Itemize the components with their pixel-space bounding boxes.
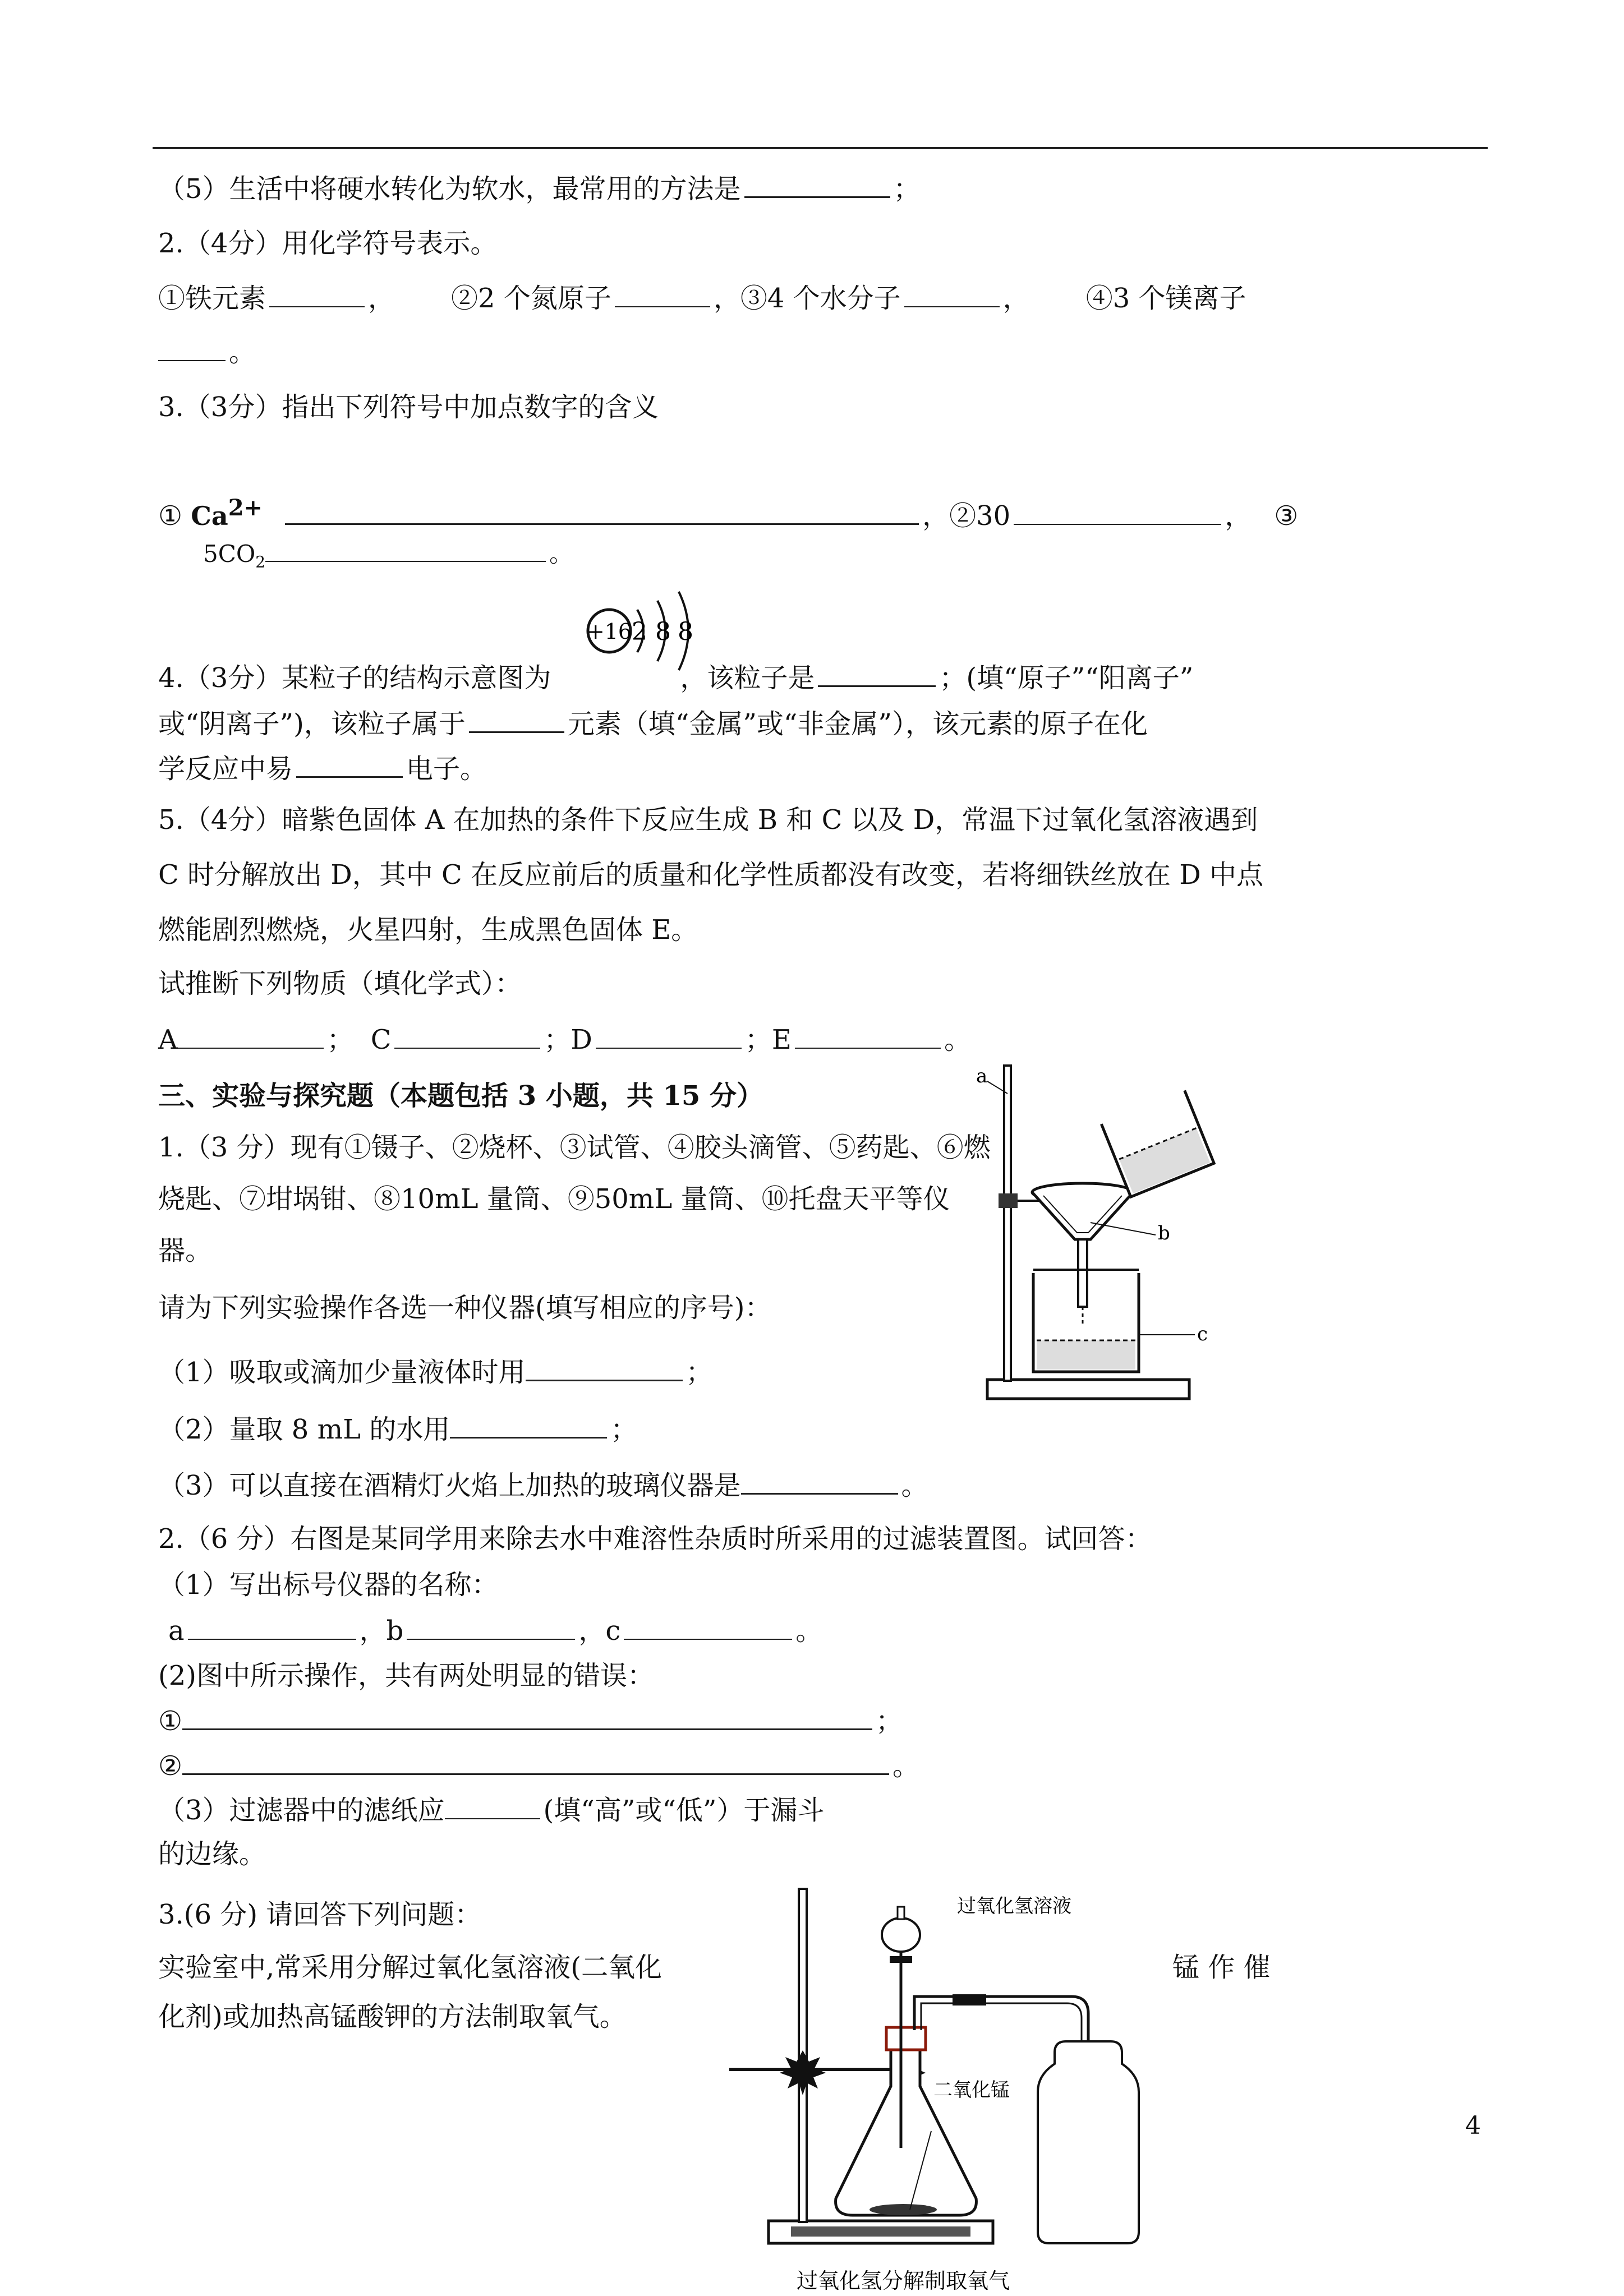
q3-ca-charge: 2+: [228, 495, 263, 521]
q5-line3: 燃能剧烈燃烧，火星四射，生成黑色固体 E。: [158, 914, 698, 946]
q3-co2-symbol: 5CO: [203, 540, 256, 568]
e2-sub3-text2: (填“高”或“低”）于漏斗: [543, 1795, 825, 1826]
separatory-funnel-bulb: [882, 1918, 920, 1952]
label-manganese-dioxide: 二氧化锰: [933, 2079, 1010, 2101]
q5-line4: 试推断下列物质（填化学式）：: [158, 968, 522, 999]
e2-blank-b[interactable]: [407, 1611, 575, 1640]
q3-sep2: ，: [1225, 500, 1252, 532]
e2-blank-a[interactable]: [188, 1611, 356, 1640]
q3-mark3: ③: [1274, 500, 1299, 532]
e2-label-c: ，c: [578, 1615, 621, 1647]
header-rule: [153, 147, 1488, 149]
q3-title: 3.（3分）指出下列符号中加点数字的含义: [158, 391, 659, 423]
e2-abc-line: [168, 1611, 822, 1651]
q4-line1: [158, 657, 1193, 698]
q2-tail-line: [158, 332, 256, 372]
label-hydrogen-peroxide: 过氧化氢溶液: [957, 1895, 1071, 1917]
oxygen-preparation-diagram: [724, 1884, 1229, 2296]
e1-blank1[interactable]: [526, 1352, 683, 1381]
q4-blank3[interactable]: [296, 748, 403, 778]
q5-label-e: ；E: [744, 1024, 792, 1055]
q2-sep3: ，: [1002, 283, 1030, 314]
pouring-beaker: [1101, 1090, 1214, 1197]
e2-sub3: [158, 1790, 824, 1831]
e2-error1-end: ；: [876, 1705, 903, 1737]
shell-electrons-3: 8: [678, 617, 693, 646]
q4-line2: [158, 703, 1148, 744]
gas-collecting-bottle: [1038, 2041, 1139, 2243]
e1-sub2: [158, 1409, 637, 1450]
q5-line2: C 时分解放出 D，其中 C 在反应前后的质量和化学性质都没有改变，若将细铁丝放在 D 中点: [158, 859, 1263, 891]
q3-co2-sub: 2: [255, 552, 266, 571]
label-a: a: [976, 1065, 988, 1087]
q2-blank4[interactable]: [158, 332, 226, 361]
q5-tail: 。: [944, 1024, 971, 1055]
e2-error2-line: [158, 1745, 919, 1786]
q5-answers: [158, 1020, 971, 1060]
e1-sub2-text: （2）量取 8 mL 的水用: [158, 1414, 450, 1445]
q2-title: 2.（4分）用化学符号表示。: [158, 228, 498, 259]
q2-item3: ③4 个水分子: [740, 283, 901, 314]
rubber-stopper: [886, 2027, 926, 2050]
q5-line1: 5.（4分）暗紫色固体 A 在加热的条件下反应生成 B 和 C 以及 D，常温下过氧化氢溶液遇到: [158, 804, 1258, 836]
e2-sub1: （1）写出标号仪器的名称：: [158, 1569, 499, 1601]
q5-blank-e[interactable]: [795, 1020, 941, 1049]
stand-base: [987, 1380, 1189, 1399]
q5-blank-d[interactable]: [596, 1020, 742, 1049]
e2-abc-end: 。: [795, 1615, 823, 1647]
e1-line2: 烧匙、⑦坩埚钳、⑧10mL 量筒、⑨50mL 量筒、⑩托盘天平等仪: [158, 1183, 950, 1215]
q5-label-d: ；D: [544, 1024, 592, 1055]
e2-blank-c[interactable]: [624, 1611, 792, 1640]
e1-sub2-end: ；: [610, 1414, 638, 1445]
e2-blank-error1[interactable]: [182, 1700, 872, 1730]
q1-5-end: ；: [893, 173, 921, 205]
e2-error2-end: 。: [892, 1750, 920, 1782]
e1-line4: 请为下列实验操作各选一种仪器(填写相应的序号)：: [158, 1292, 772, 1324]
q3-sep1: ，: [922, 500, 950, 532]
e2-title: 2.（6 分）右图是某同学用来除去水中难溶性杂质时所采用的过滤装置图。试回答：: [158, 1523, 1152, 1555]
q2-blank3[interactable]: [904, 278, 1000, 307]
e2-sub3-text1: （3）过滤器中的滤纸应: [158, 1795, 445, 1826]
q3-tail: 。: [549, 540, 573, 568]
label-c: c: [1197, 1323, 1208, 1345]
q3-mark1: ①: [158, 500, 183, 532]
q4-text1: 4.（3分）某粒子的结构示意图为: [158, 662, 551, 694]
shell-electrons-1: 2: [632, 617, 647, 646]
e1-sub1: [158, 1352, 713, 1393]
label-b: b: [1158, 1222, 1170, 1244]
q1-5-answer-blank[interactable]: [744, 168, 890, 198]
funnel-stem: [1078, 1239, 1087, 1307]
e1-sub3-end: 。: [901, 1470, 928, 1501]
e3-line1-right: 锰 作 催: [1172, 1952, 1271, 1983]
e2-label-a: a: [168, 1615, 185, 1647]
e2-label-b: ，b: [359, 1615, 404, 1647]
q2-items: [158, 278, 1246, 319]
manganese-dioxide: [869, 2204, 937, 2215]
q3-items: [158, 488, 1298, 536]
q4-text5: 元素（填“金属”或“非金属”），该元素的原子在化: [567, 708, 1148, 740]
funnel-cap: [898, 1907, 904, 1919]
filtration-apparatus-diagram: [970, 1054, 1223, 1413]
e3-title: 3.(6 分) 请回答下列问题：: [158, 1899, 482, 1930]
q2-blank2[interactable]: [615, 278, 710, 307]
e2-blank-error2[interactable]: [182, 1745, 889, 1775]
e2-sub3-cont: 的边缘。: [158, 1838, 266, 1870]
q2-tail: 。: [229, 336, 256, 368]
q2-item1: ①铁元素: [158, 283, 266, 314]
q3-blank2[interactable]: [1014, 496, 1221, 525]
base-plate: [791, 2226, 970, 2237]
e1-sub3: [158, 1465, 928, 1506]
e1-sub3-text: （3）可以直接在酒精灯火焰上加热的玻璃仪器是: [158, 1470, 741, 1501]
q3-line2: [203, 533, 573, 582]
q3-blank1[interactable]: [285, 495, 919, 525]
filtrate: [1037, 1340, 1135, 1370]
shell-electrons-2: 8: [655, 617, 671, 646]
page-number: 4: [1465, 2111, 1481, 2140]
q4-text4: 或“阴离子”)，该粒子属于: [158, 708, 466, 740]
q4-text7: 电子。: [406, 753, 487, 785]
e2-sub2: (2)图中所示操作，共有两处明显的错误：: [158, 1660, 654, 1691]
e2-error1-line: [158, 1700, 903, 1741]
q2-item2: ②2 个氮原子: [451, 283, 611, 314]
e2-mark1: ①: [158, 1705, 183, 1737]
e3-line2: 化剂)或加热高锰酸钾的方法制取氧气。: [158, 2001, 627, 2032]
figure-caption: 过氧化氢分解制取氧气: [797, 2269, 1010, 2293]
q4-line3: [158, 748, 487, 789]
e1-sub1-end: ；: [686, 1357, 713, 1388]
q3-ca-symbol: Ca: [191, 501, 228, 531]
q4-text3: ；(填“原子”“阳离子”: [939, 662, 1194, 694]
e1-blank2[interactable]: [450, 1409, 607, 1439]
stand-rod: [1004, 1066, 1011, 1381]
q5-label-a: A: [158, 1024, 178, 1055]
e2-mark2: ②: [158, 1750, 183, 1782]
q4-text2: ，该粒子是: [680, 662, 815, 694]
q5-label-c: C: [370, 1024, 392, 1055]
e1-sub1-text: （1）吸取或滴加少量液体时用: [158, 1357, 526, 1388]
q1-5-text: （5）生活中将硬水转化为软水，最常用的方法是: [158, 173, 741, 205]
section3-title: 三、实验与探究题（本题包括 3 小题，共 15 分）: [158, 1080, 764, 1112]
q4-blank1[interactable]: [818, 657, 936, 687]
e1-line1: 1.（3 分）现有①镊子、②烧杯、③试管、④胶头滴管、⑤药匙、⑥燃: [158, 1132, 991, 1163]
q2-blank1[interactable]: [269, 278, 365, 307]
q2-item4: ④3 个镁离子: [1085, 283, 1246, 314]
nucleus-charge: +16: [586, 619, 632, 644]
q2-sep2: ，: [713, 283, 740, 314]
e2-blank-filter[interactable]: [445, 1790, 540, 1819]
q5-blank-c[interactable]: [394, 1020, 540, 1049]
tube-connector: [953, 1994, 986, 2005]
e1-blank3[interactable]: [741, 1465, 898, 1495]
q2-sep1: ，: [368, 283, 395, 314]
e1-line3: 器。: [158, 1235, 213, 1266]
q5-sep1: ；: [326, 1024, 354, 1055]
boss-head: [780, 2050, 826, 2095]
q5-blank-a[interactable]: [178, 1020, 324, 1049]
q3-item2: ②30: [949, 500, 1011, 532]
q4-text6: 学反应中易: [158, 753, 293, 785]
clamp: [999, 1193, 1018, 1208]
e3-line1: 实验室中,常采用分解过氧化氢溶液(二氧化: [158, 1952, 662, 1983]
conical-flask: [836, 2041, 977, 2215]
q1-5-line: [158, 168, 921, 209]
q4-blank2[interactable]: [469, 703, 564, 733]
q3-blank3[interactable]: [265, 533, 546, 562]
